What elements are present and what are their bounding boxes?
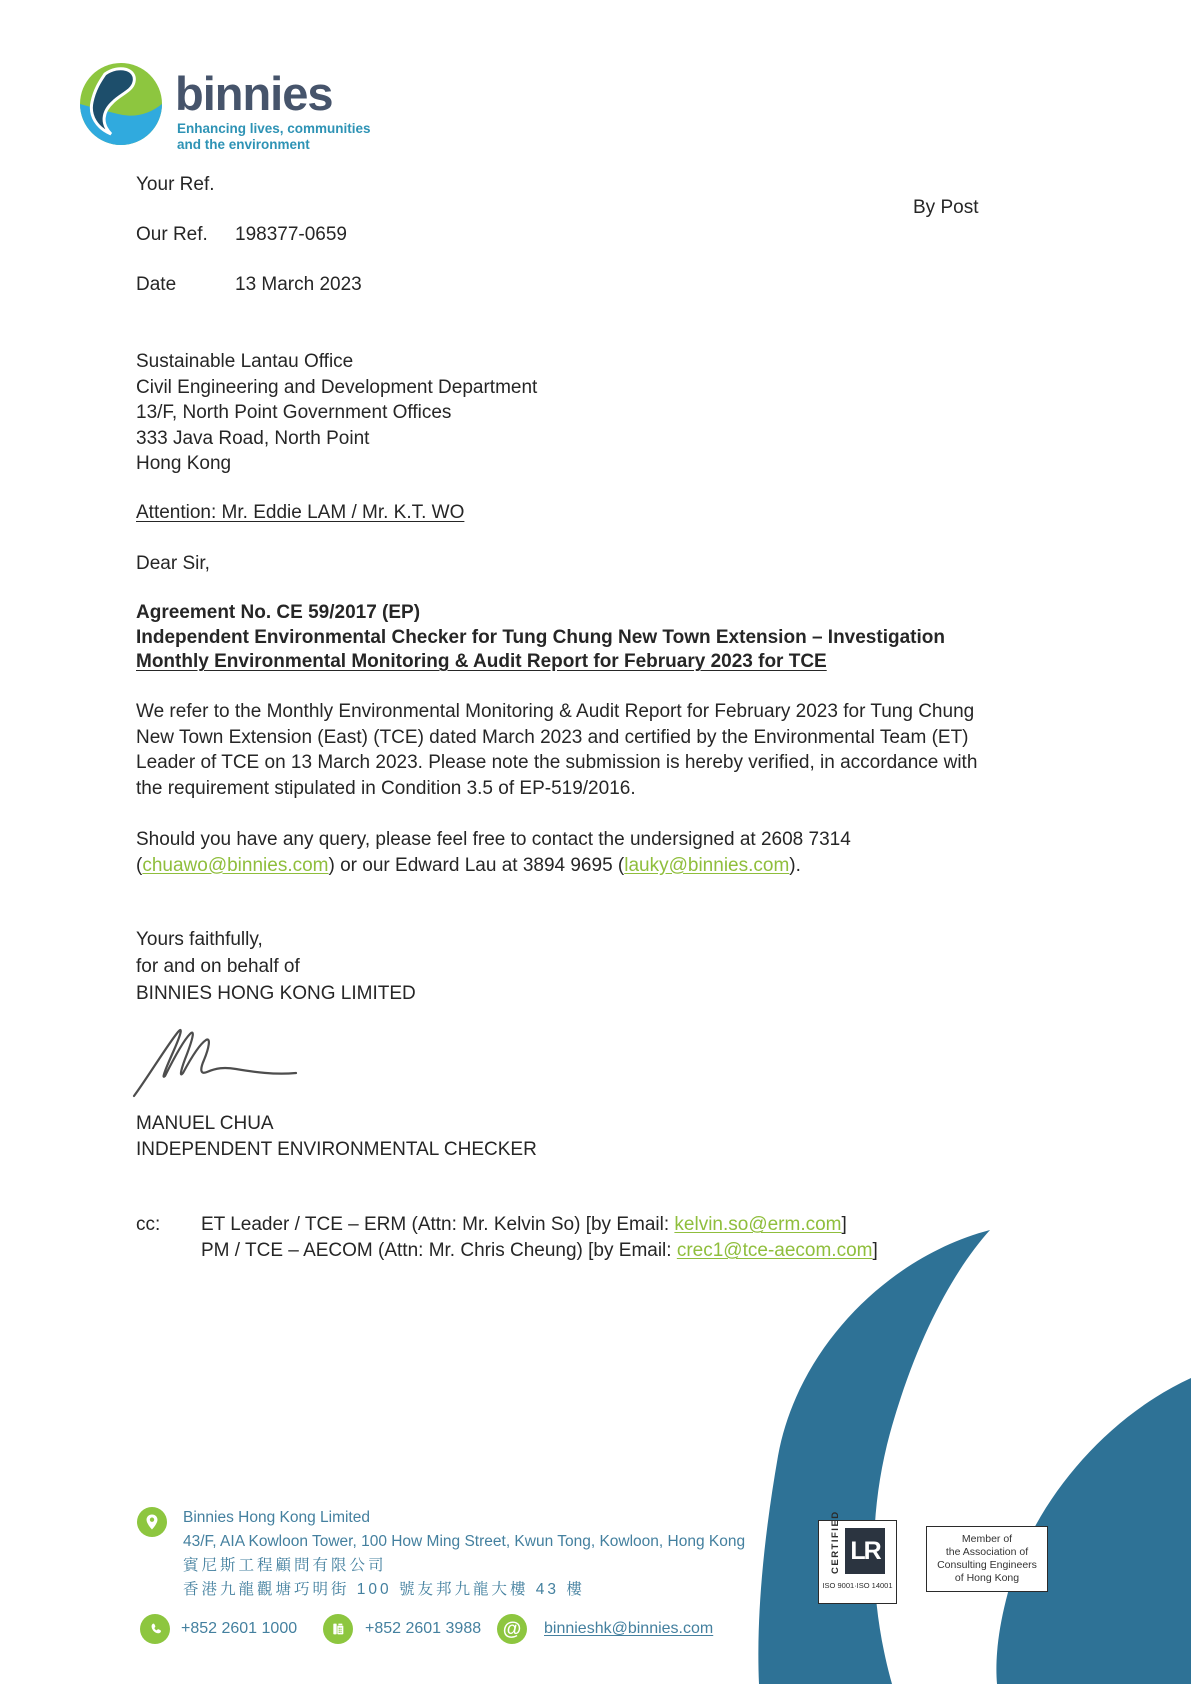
closing-block [136,926,416,1007]
cc-item: PM / TCE – AECOM (Attn: Mr. Chris Cheung) [by Email: crec1@tce-aecom.com] [201,1240,878,1261]
brand-tagline: Enhancing lives, communities and the environment [177,121,371,152]
paragraph-1: We refer to the Monthly Environmental Monitoring & Audit Report for February 2023 for Tung Chung New Town Extension (East) (TCE) dated March 2023 and certified by the Environmental Team (ET) Leader of TCE on 13 March 2023. Please note the submission is hereby verified, in accordance with the requirement stipulated in Condition 3.5 of EP-519/2016. [136,701,978,799]
email-link-chuawo[interactable]: chuawo@binnies.com [142,854,329,876]
date-label: Date [136,274,177,295]
binnies-logo-icon [75,60,167,152]
footer-fax-number: +852 2601 3988 [365,1620,482,1637]
email-link-kelvin[interactable]: kelvin.so@erm.com [674,1214,842,1235]
lr-mark: LR [845,1528,885,1574]
footer-address-zh: 香港九龍觀塘巧明街 100 號友邦九龍大樓 43 樓 [183,1581,585,1598]
footer-company-zh: 賓尼斯工程顧問有限公司 [183,1557,387,1574]
by-post-label: By Post [913,197,979,218]
binnies-logo [75,60,371,153]
footer-address-block [183,1506,745,1602]
location-pin-icon [137,1507,167,1537]
signer-title: INDEPENDENT ENVIRONMENTAL CHECKER [136,1139,537,1160]
certified-vertical-label: CERTIFIED [830,1510,841,1574]
closing-line: BINNIES HONG KONG LIMITED [136,983,416,1004]
handwritten-signature [128,1022,318,1100]
email-link-lauky[interactable]: lauky@binnies.com [624,854,790,876]
subject-block [136,601,945,675]
our-ref-label: Our Ref. [136,224,208,245]
footer-phone-number: +852 2601 1000 [181,1620,298,1637]
address-line: Hong Kong [136,453,232,475]
your-ref-label: Your Ref. [136,174,215,195]
brand-wordmark: binnies [175,67,333,120]
lr-certified-logo [818,1510,897,1604]
iso-certification-text: ISO 9001·ISO 14001 [822,1581,893,1590]
our-ref-value: 198377-0659 [235,224,347,245]
signer-block [136,1111,537,1163]
salutation: Dear Sir, [136,553,210,574]
subject-line-1: Agreement No. CE 59/2017 (EP) [136,602,421,623]
signer-name: MANUEL CHUA [136,1113,274,1134]
our-ref-row [136,224,347,246]
ace-membership-badge: Member of the Association of Consulting Engineers of Hong Kong [926,1526,1048,1592]
cc-block [136,1212,878,1264]
footer-address-en: 43/F, AIA Kowloon Tower, 100 How Ming Street, Kwun Tong, Kowloon, Hong Kong [183,1533,746,1550]
footer-company-name: Binnies Hong Kong Limited [183,1509,370,1526]
at-email-icon: @ [497,1614,527,1644]
footer-email-link[interactable]: binnieshk@binnies.com [544,1620,714,1637]
closing-line: for and on behalf of [136,956,300,977]
address-line: Civil Engineering and Development Department [136,376,538,398]
address-line: 333 Java Road, North Point [136,427,370,449]
cc-label: cc: [136,1214,161,1235]
recipient-address [136,349,537,477]
closing-line: Yours faithfully, [136,929,263,950]
subject-line-2: Independent Environmental Checker for Tung Chung New Town Extension – Investigation [136,626,945,648]
fax-icon [323,1614,353,1644]
phone-icon [140,1614,170,1644]
email-link-crec1[interactable]: crec1@tce-aecom.com [676,1240,873,1261]
cc-item: ET Leader / TCE – ERM (Attn: Mr. Kelvin So) [by Email: kelvin.so@erm.com] [201,1214,847,1235]
address-line: 13/F, North Point Government Offices [136,402,452,424]
corner-swoosh-graphic [740,1228,1191,1684]
address-line: Sustainable Lantau Office [136,351,354,372]
subject-line-3: Monthly Environmental Monitoring & Audit Report for February 2023 for TCE [136,651,827,673]
attention-line: Attention: Mr. Eddie LAM / Mr. K.T. WO [136,502,465,523]
your-ref-row [136,174,235,196]
date-value: 13 March 2023 [235,274,362,295]
paragraph-2: Should you have any query, please feel free to contact the undersigned at 2608 7314 (chuawo@binnies.com) or our Edward Lau at 3894 9695 (lauky@binnies.com). [136,829,851,876]
date-row [136,274,362,296]
